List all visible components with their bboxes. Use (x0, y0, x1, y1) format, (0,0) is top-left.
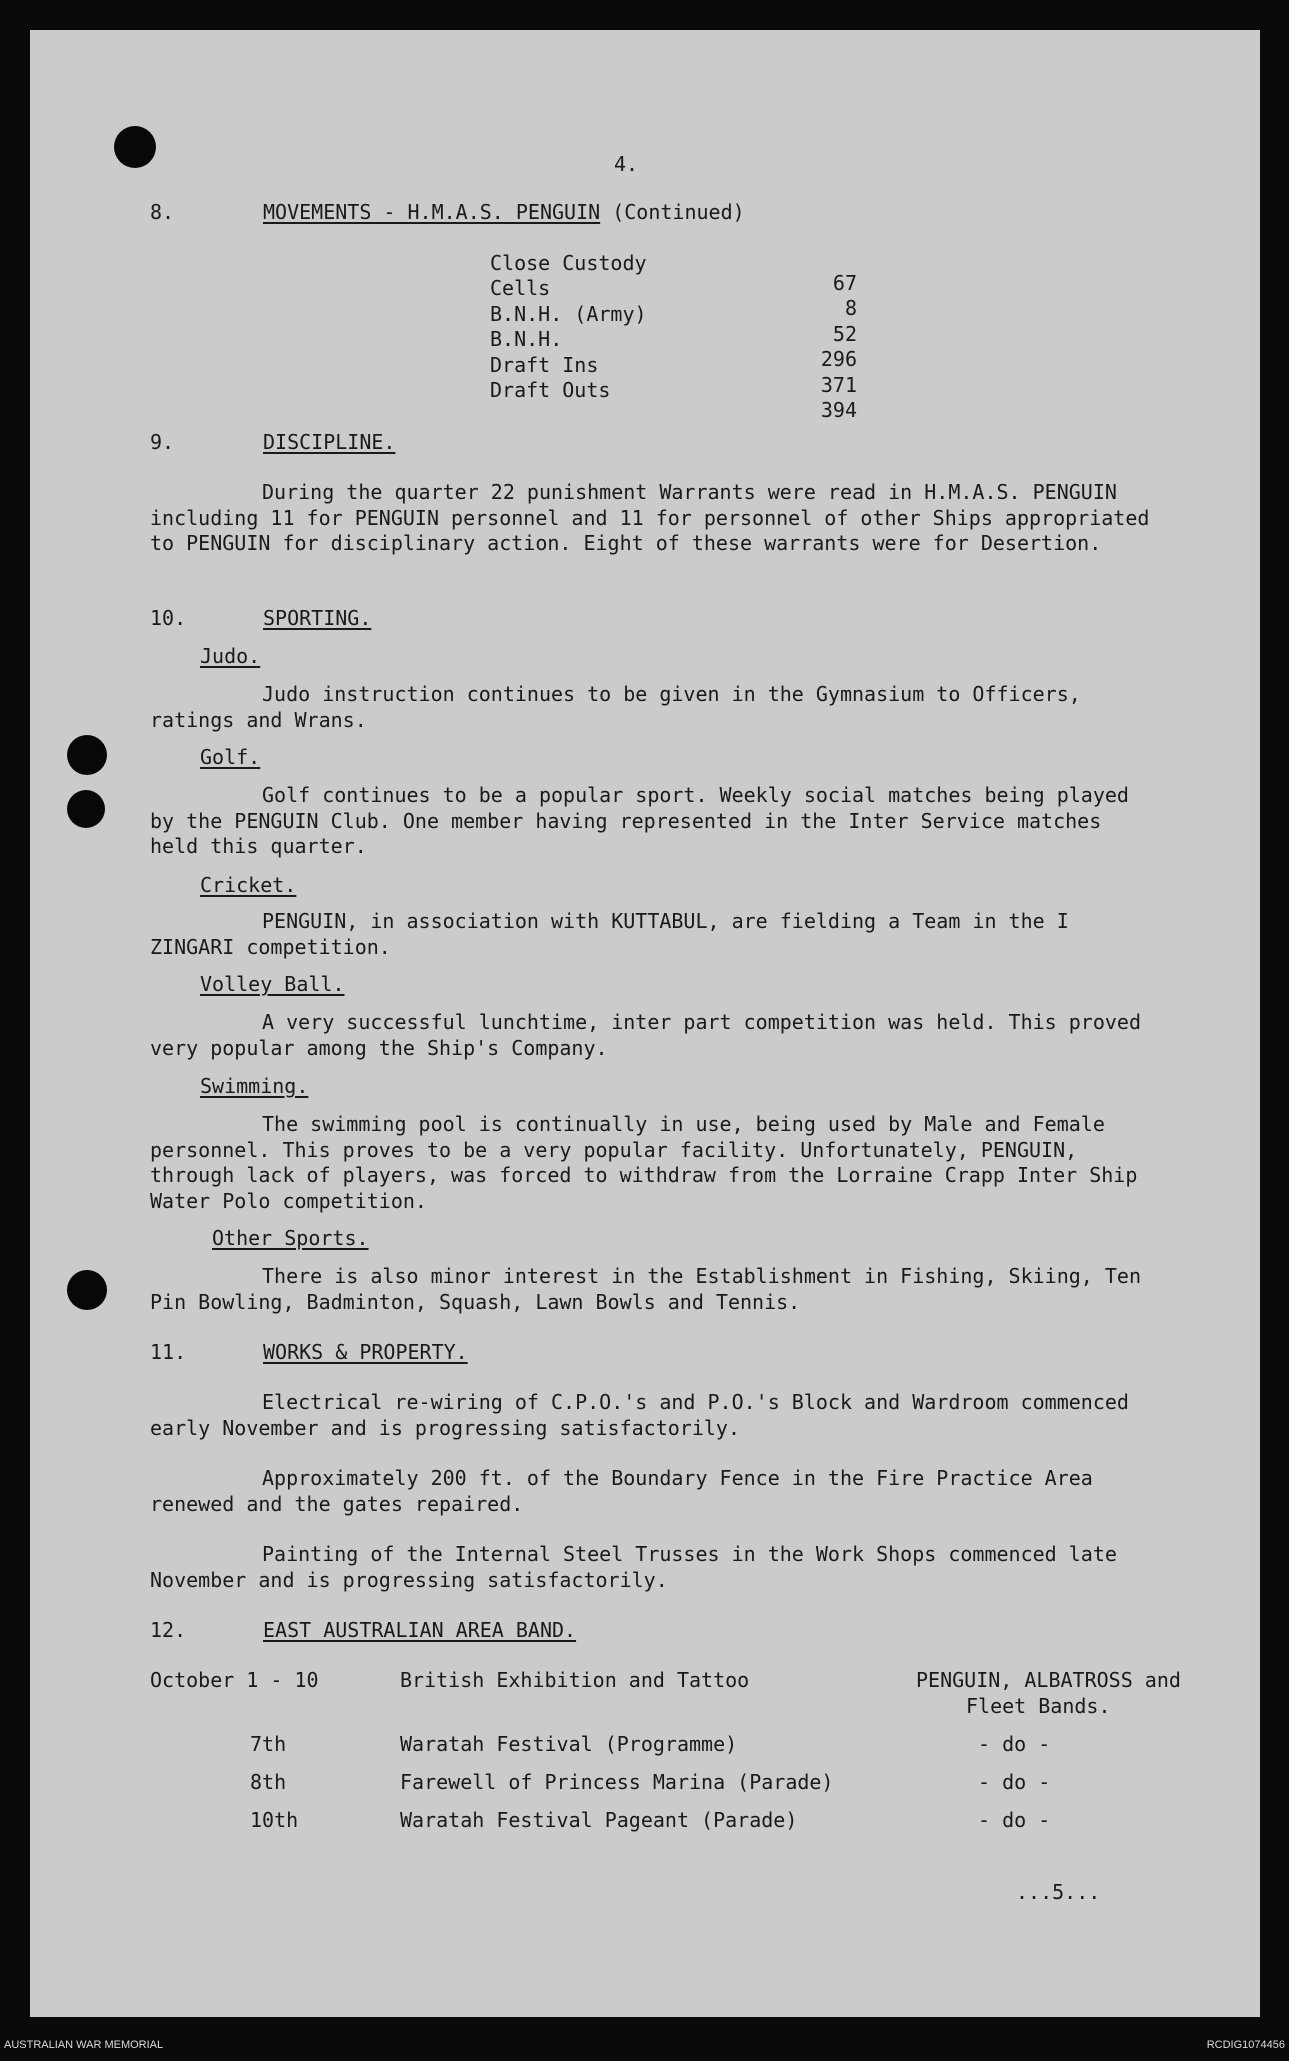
schedule-date: 8th (250, 1770, 287, 1794)
schedule-date: October 1 - 10 (150, 1668, 319, 1692)
sub-paragraph-judo: Judo instruction continues to be given in the Gymnasium to Officers, ratings and Wrans. (150, 682, 1081, 732)
section-10-number: 10. (150, 606, 187, 630)
movements-label: B.N.H. (490, 327, 563, 351)
punch-hole-middle-2 (67, 790, 105, 828)
sub-heading-cricket: Cricket. (200, 873, 297, 897)
schedule-event: Waratah Festival Pageant (Parade) (400, 1808, 798, 1832)
section-11-paragraph: Painting of the Internal Steel Trusses in the Work Shops commenced late November and is progressing satisfactorily. (150, 1542, 1117, 1592)
movements-value: 52 (832, 322, 857, 346)
section-11-number: 11. (150, 1340, 187, 1364)
sub-paragraph-golf: Golf continues to be a popular sport. Weekly social matches being played by the PENGUIN Club. One member having represented in the Inter Service matches held this quarter. (150, 783, 1129, 858)
movements-label: Draft Ins (490, 353, 599, 377)
movements-label: Close Custody (490, 251, 647, 275)
sub-heading-judo: Judo. (200, 644, 261, 668)
punch-hole-bottom (67, 1270, 107, 1310)
sub-paragraph-swimming: The swimming pool is continually in use, being used by Male and Female personnel. This proves to be a very popular facility. Unfortunately, PENGUIN, through lack of players, was forced to withdraw from the Lorraine Crapp Inter Ship Water Polo competition. (150, 1112, 1138, 1213)
movements-value: 8 (844, 296, 857, 320)
section-10-title: SPORTING. (263, 606, 372, 630)
section-9-paragraph: During the quarter 22 punishment Warrants were read in H.M.A.S. PENGUIN including 11 for PENGUIN personnel and 11 for personnel of other Ships appropriated to PENGUIN for disciplinary action. Eight of these warrants were for Desertion. (150, 480, 1150, 555)
footer-archive-name: AUSTRALIAN WAR MEMORIAL (4, 2039, 164, 2051)
schedule-date: 7th (250, 1732, 287, 1756)
sub-paragraph-volley-ball: A very successful lunchtime, inter part competition was held. This proved very popular among the Ship's Company. (150, 1010, 1141, 1060)
movements-value: 67 (832, 271, 857, 295)
section-9-number: 9. (150, 430, 175, 454)
sub-heading-golf: Golf. (200, 745, 261, 769)
schedule-band-continued: Fleet Bands. (966, 1694, 1111, 1718)
section-9-title: DISCIPLINE. (263, 430, 396, 454)
continuation-marker: ...5... (1016, 1880, 1101, 1904)
section-8-number: 8. (150, 200, 175, 224)
schedule-band: - do - (978, 1808, 1051, 1832)
section-11-title: WORKS & PROPERTY. (263, 1340, 468, 1364)
schedule-band: - do - (978, 1732, 1051, 1756)
section-11-paragraph: Electrical re-wiring of C.P.O.'s and P.O.'s Block and Wardroom commenced early November and is progressing satisfactorily. (150, 1390, 1129, 1440)
movements-label: Draft Outs (490, 378, 611, 402)
schedule-band: PENGUIN, ALBATROSS and (916, 1668, 1181, 1692)
section-11-paragraph: Approximately 200 ft. of the Boundary Fence in the Fire Practice Area renewed and the gates repaired. (150, 1466, 1093, 1516)
movements-value: 394 (820, 398, 857, 422)
page-number: 4. (614, 152, 639, 176)
punch-hole-middle (67, 735, 107, 775)
section-8-title: MOVEMENTS - H.M.A.S. PENGUIN (263, 200, 601, 224)
punch-hole-top (114, 126, 156, 168)
schedule-event: Waratah Festival (Programme) (400, 1732, 738, 1756)
movements-value: 371 (820, 373, 857, 397)
sub-heading-swimming: Swimming. (200, 1074, 309, 1098)
schedule-event: Farewell of Princess Marina (Parade) (400, 1770, 834, 1794)
schedule-date: 10th (250, 1808, 299, 1832)
movements-label: B.N.H. (Army) (490, 302, 647, 326)
movements-value: 296 (820, 347, 857, 371)
footer-record-id: RCDIG1074456 (1206, 2039, 1285, 2051)
section-8-heading (263, 200, 745, 224)
section-12-title: EAST AUSTRALIAN AREA BAND. (263, 1618, 577, 1642)
schedule-band: - do - (978, 1770, 1051, 1794)
section-12-number: 12. (150, 1618, 187, 1642)
sub-paragraph-cricket: PENGUIN, in association with KUTTABUL, are fielding a Team in the I ZINGARI competition. (150, 909, 1069, 959)
schedule-event: British Exhibition and Tattoo (400, 1668, 750, 1692)
movements-label: Cells (490, 276, 551, 300)
sub-heading-volley-ball: Volley Ball. (200, 972, 345, 996)
sub-heading-other-sports: Other Sports. (212, 1226, 369, 1250)
sub-paragraph-other-sports: There is also minor interest in the Establishment in Fishing, Skiing, Ten Pin Bowling, Badminton, Squash, Lawn Bowls and Tennis. (150, 1264, 1141, 1314)
section-8-suffix: (Continued) (612, 200, 745, 224)
